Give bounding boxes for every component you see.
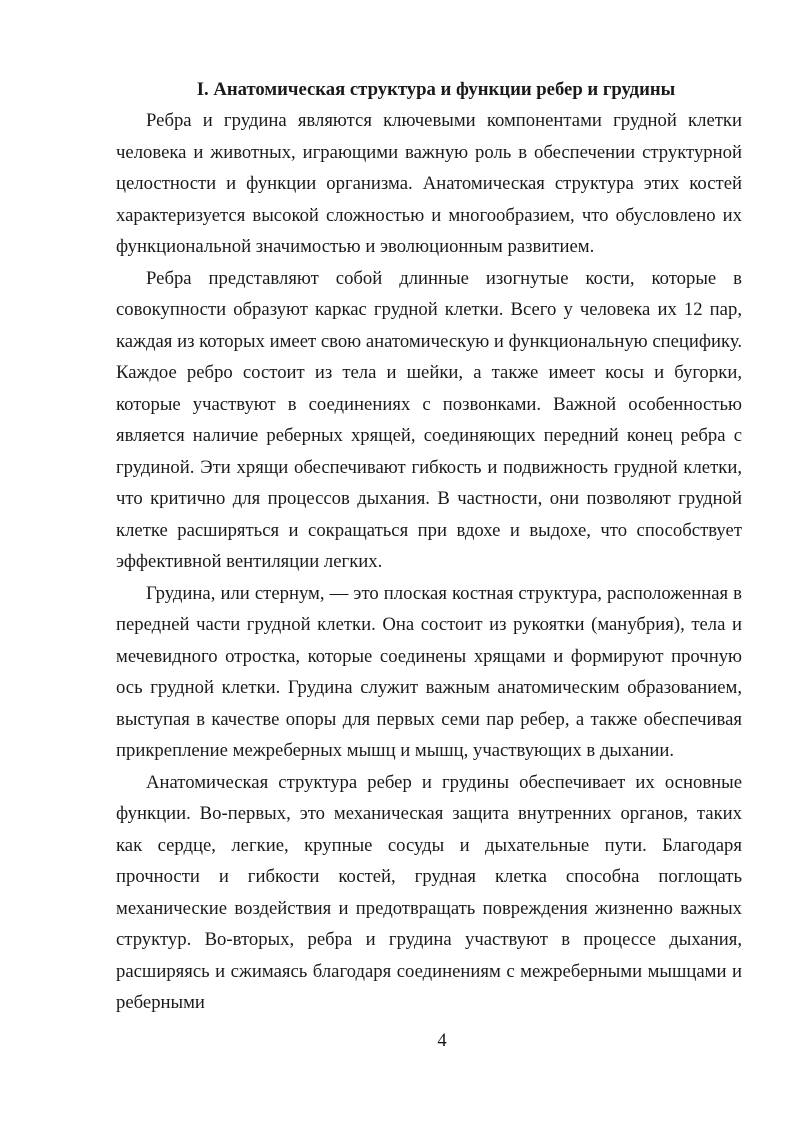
section-heading: I. Анатомическая структура и функции ребер и грудины <box>196 79 676 100</box>
paragraph-1: Ребра и грудина являются ключевыми компонентами грудной клетки человека и животных, играющими важную роль в обеспечении структурной целостности и функции организма. Анатомическая структура этих костей характеризуется высокой сложностью и многообразием, что обусловлено их функциональной значимостью и эволюционным развитием. <box>116 110 742 257</box>
paragraph-2: Ребра представляют собой длинные изогнутые кости, которые в совокупности образуют каркас грудной клетки. Всего у человека их 12 пар, каждая из которых имеет свою анатомическую и функциональную специфику. Каждое ребро состоит из тела и шейки, а также имеет косы и бугорки, которые участвуют в соединениях с позвонками. Важной особенностью является наличие реберных хрящей, соединяющих передний конец ребра с грудиной. Эти хрящи обеспечивают гибкость и подвижность грудной клетки, что критично для процессов дыхания. В частности, они позволяют грудной клетке расширяться и сокращаться при вдохе и выдохе, что способствует эффективной вентиляции легких. <box>116 267 742 572</box>
document-body <box>116 74 742 1019</box>
paragraph-3: Грудина, или стернум, — это плоская костная структура, расположенная в передней части грудной клетки. Она состоит из рукоятки (манубрия), тела и мечевидного отростка, которые соединены хрящами и формируют прочную ось грудной клетки. Грудина служит важным анатомическим образованием, выступая в качестве опоры для первых семи пар ребер, а также обеспечивая прикрепление межреберных мышц и мышц, участвующих в дыхании. <box>116 582 742 761</box>
page-number: 4 <box>437 1030 447 1051</box>
paragraph-4: Анатомическая структура ребер и грудины обеспечивает их основные функции. Во-первых, это механическая защита внутренних органов, таких как сердце, легкие, крупные сосуды и дыхательные пути. Благодаря прочности и гибкости костей, грудная клетка способна поглощать механические воздействия и предотвращать повреждения жизненно важных структур. Во-вторых, ребра и грудина участвуют в процессе дыхания, расширяясь и сжимаясь благодаря соединениям с межреберными мышцами и реберными <box>116 771 742 1013</box>
